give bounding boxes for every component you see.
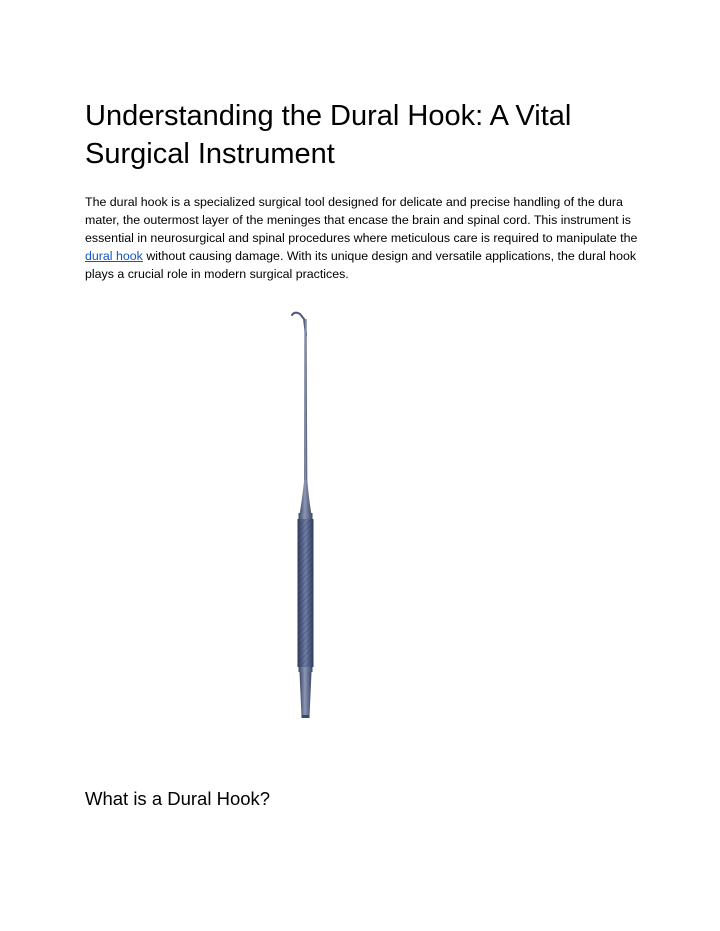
hook-tip (292, 313, 306, 335)
intro-text-end: without causing damage. With its unique design and versatile applications, the dural hook plays a crucial role in modern surgical practices. (85, 249, 637, 281)
hook-neck (300, 480, 312, 515)
dural-hook-image (180, 305, 480, 735)
intro-text-start: The dural hook is a specialized surgical tool designed for delicate and precise handling of the dura mater, the outermost layer of the meninges that encase the brain and spinal cord. This instrument is essential in neurosurgical and spinal procedures where meticulous care is required to manipulate the (85, 195, 638, 245)
hook-end (300, 672, 312, 717)
dural-hook-link[interactable]: dural hook (85, 249, 143, 263)
hook-collar (299, 513, 313, 519)
page-title: Understanding the Dural Hook: A Vital Surgical Instrument (85, 100, 572, 170)
section-heading: What is a Dural Hook? (85, 788, 271, 809)
hook-shaft (304, 319, 307, 485)
dural-hook-illustration (180, 305, 480, 735)
hook-lower-collar (299, 667, 313, 672)
intro-paragraph (85, 193, 645, 283)
